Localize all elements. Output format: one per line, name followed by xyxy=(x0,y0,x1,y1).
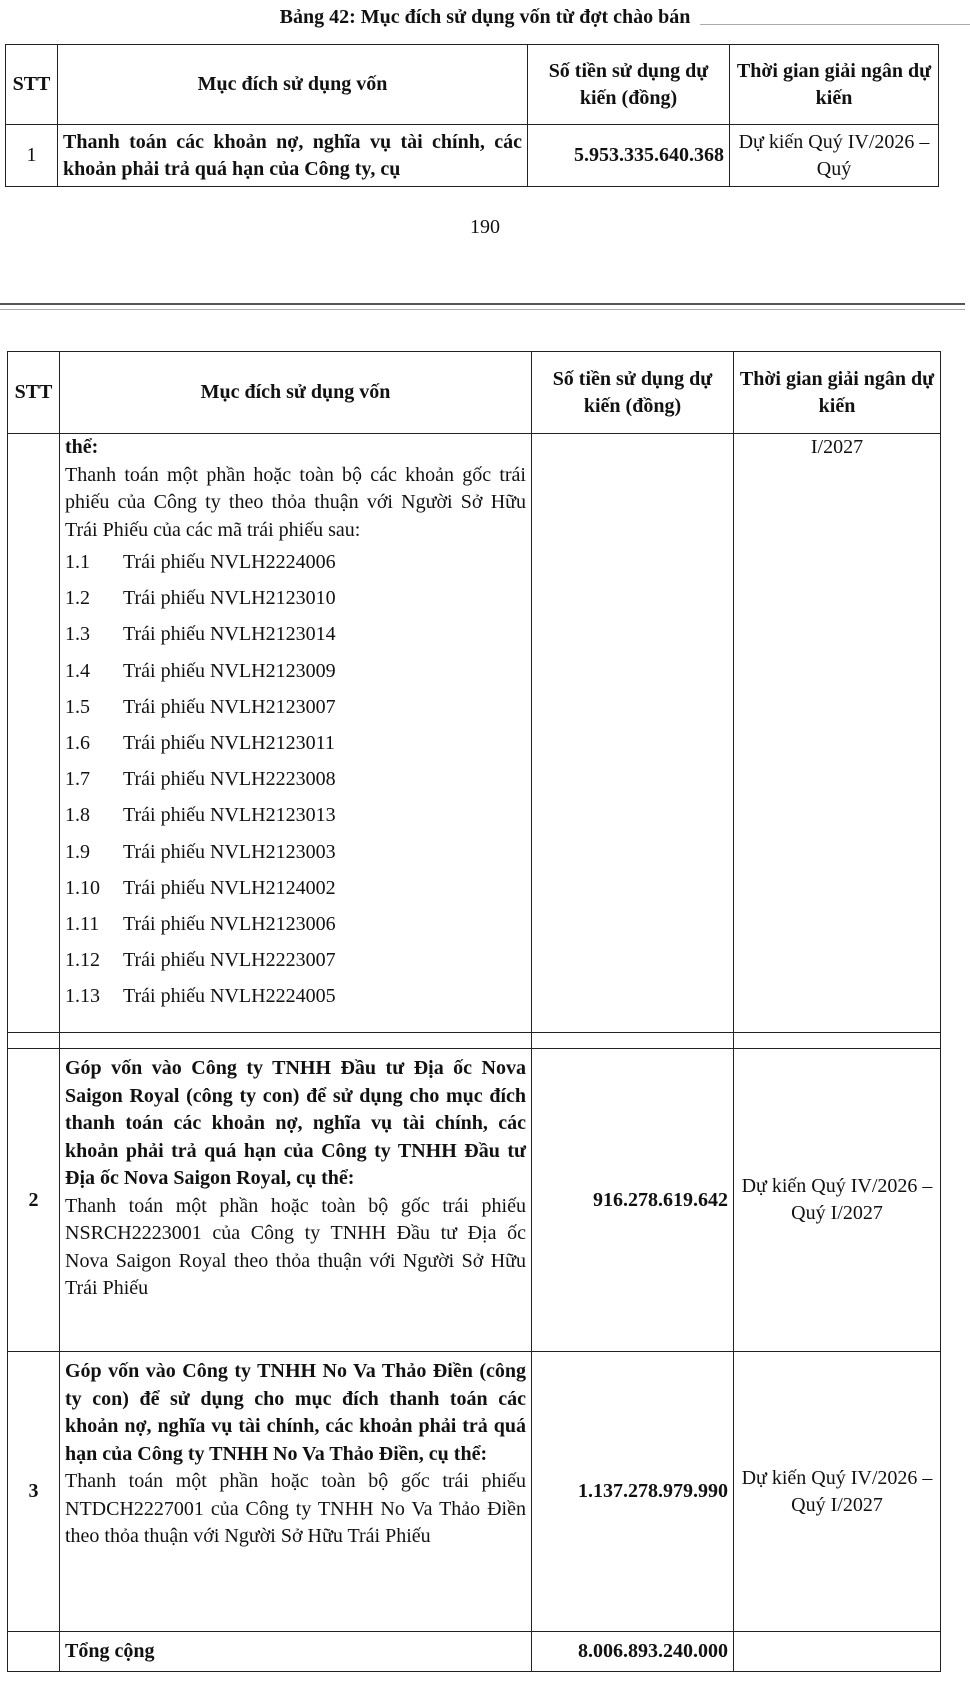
page-gap-row xyxy=(8,1033,941,1049)
row2-purpose-text: Thanh toán một phần hoặc toàn bộ gốc trái phiếu NSRCH2223001 của Công ty TNHH Đầu tư Địa ốc Nova Saigon Royal theo thỏa thuận với Người Sở Hữu Trái Phiếu xyxy=(65,1194,526,1299)
row3-amount: 1.137.278.979.990 xyxy=(532,1352,734,1632)
table-row xyxy=(8,1352,941,1632)
row3-stt: 3 xyxy=(8,1352,60,1632)
bond-item xyxy=(65,544,526,580)
header-purpose: Mục đích sử dụng vốn xyxy=(60,352,532,434)
row3-purpose xyxy=(60,1352,532,1632)
bond-name: Trái phiếu NVLH2123006 xyxy=(123,913,336,936)
row3-purpose-bold: Góp vốn vào Công ty TNHH No Va Thảo Điền (công ty con) để sử dụng cho mục đích thanh toán các khoản nợ, nghĩa vụ tài chính, các khoản phải trả quá hạn của Công ty TNHH No Va Thảo Điền, cụ thể: xyxy=(65,1360,526,1465)
total-stt xyxy=(8,1632,60,1672)
bond-item xyxy=(65,870,526,906)
header-purpose: Mục đích sử dụng vốn xyxy=(58,45,528,125)
row1-amount-cont xyxy=(532,434,734,1033)
row1-stt: 1 xyxy=(6,125,58,187)
header-stt: STT xyxy=(8,352,60,434)
bond-number: 1.1 xyxy=(65,551,90,573)
table-row xyxy=(8,1049,941,1352)
total-amount: 8.006.893.240.000 xyxy=(532,1632,734,1672)
row3-timing: Dự kiến Quý IV/2026 – Quý I/2027 xyxy=(734,1352,941,1632)
bond-item xyxy=(65,725,526,761)
bond-number: 1.3 xyxy=(65,623,90,646)
bond-name: Trái phiếu NVLH2123014 xyxy=(123,623,336,646)
total-timing xyxy=(734,1632,941,1672)
page-break-rule-inner xyxy=(0,309,965,310)
bond-name: Trái phiếu NVLH2123007 xyxy=(123,695,336,718)
bond-name: Trái phiếu NVLH2224006 xyxy=(123,551,336,573)
bond-name: Trái phiếu NVLH2223007 xyxy=(123,949,336,972)
row1-purpose-text: Thanh toán một phần hoặc toàn bộ các khoản gốc trái phiếu của Công ty theo thỏa thuận với Người Sở Hữu Trái Phiếu của các mã trái phiếu sau: xyxy=(65,463,526,541)
bond-item xyxy=(65,616,526,652)
row2-amount: 916.278.619.642 xyxy=(532,1049,734,1352)
bond-item xyxy=(65,942,526,978)
bond-name: Trái phiếu NVLH2124002 xyxy=(123,876,336,899)
bond-number: 1.9 xyxy=(65,840,90,863)
bond-number: 1.5 xyxy=(65,695,90,718)
bond-number: 1.8 xyxy=(65,804,90,827)
row3-purpose-text: Thanh toán một phần hoặc toàn bộ gốc trái phiếu NTDCH2227001 của Công ty TNHH No Va Thảo Điền theo thỏa thuận với Người Sở Hữu Trái Phiếu xyxy=(65,1470,526,1547)
bond-item xyxy=(65,580,526,616)
header-amount: Số tiền sử dụng dự kiến (đồng) xyxy=(532,352,734,434)
total-row xyxy=(8,1632,941,1672)
bond-item xyxy=(65,906,526,942)
header-timing: Thời gian giải ngân dự kiến xyxy=(730,45,939,125)
page-break-rule xyxy=(0,303,965,305)
row2-stt: 2 xyxy=(8,1049,60,1352)
bond-number: 1.6 xyxy=(65,732,90,755)
caption-rule xyxy=(700,24,970,25)
total-label: Tổng cộng xyxy=(60,1632,532,1672)
row1-purpose-part2: thể: xyxy=(65,436,99,458)
bond-name: Trái phiếu NVLH2123013 xyxy=(123,804,336,827)
bond-number: 1.2 xyxy=(65,587,90,610)
page-number: 190 xyxy=(470,216,500,238)
bond-item xyxy=(65,761,526,797)
table-row xyxy=(8,434,941,1033)
bond-list xyxy=(65,544,526,1015)
bond-item xyxy=(65,797,526,833)
bond-number: 1.10 xyxy=(65,876,100,899)
bond-item xyxy=(65,834,526,870)
table-row xyxy=(6,125,939,187)
row1-stt-cont xyxy=(8,434,60,1033)
bond-number: 1.11 xyxy=(65,913,100,936)
bond-item xyxy=(65,689,526,725)
header-row xyxy=(6,45,939,125)
row2-purpose xyxy=(60,1049,532,1352)
bond-name: Trái phiếu NVLH2123011 xyxy=(123,732,335,755)
bond-name: Trái phiếu NVLH2224005 xyxy=(123,985,336,1008)
bond-name: Trái phiếu NVLH2123009 xyxy=(123,659,336,682)
row1-purpose-part1: Thanh toán các khoản nợ, nghĩa vụ tài chính, các khoản phải trả quá hạn của Công ty, cụ xyxy=(58,125,528,187)
bond-item xyxy=(65,978,526,1014)
row2-purpose-bold: Góp vốn vào Công ty TNHH Đầu tư Địa ốc Nova Saigon Royal (công ty con) để sử dụng cho mục đích thanh toán các khoản nợ, nghĩa vụ tài chính, các khoản phải trả quá hạn của Công ty TNHH Đầu tư Địa ốc Nova Saigon Royal, cụ thể: xyxy=(65,1057,526,1189)
bond-name: Trái phiếu NVLH2223008 xyxy=(123,768,336,791)
bond-item xyxy=(65,653,526,689)
header-timing: Thời gian giải ngân dự kiến xyxy=(734,352,941,434)
bond-name: Trái phiếu NVLH2123003 xyxy=(123,840,336,863)
row2-timing: Dự kiến Quý IV/2026 – Quý I/2027 xyxy=(734,1049,941,1352)
table-continued xyxy=(7,351,941,1672)
row1-purpose-cont xyxy=(60,434,532,1033)
bond-number: 1.13 xyxy=(65,985,100,1008)
bond-name: Trái phiếu NVLH2123010 xyxy=(123,587,336,610)
header-stt: STT xyxy=(6,45,58,125)
bond-number: 1.7 xyxy=(65,768,90,791)
row1-timing-part2: I/2027 xyxy=(734,434,941,1033)
row1-amount: 5.953.335.640.368 xyxy=(528,125,730,187)
bond-number: 1.4 xyxy=(65,659,90,682)
row1-timing-part1: Dự kiến Quý IV/2026 – Quý xyxy=(730,125,939,187)
header-amount: Số tiền sử dụng dự kiến (đồng) xyxy=(528,45,730,125)
table-caption: Bảng 42: Mục đích sử dụng vốn từ đợt chào bán xyxy=(279,6,691,28)
bond-number: 1.12 xyxy=(65,949,100,972)
header-row xyxy=(8,352,941,434)
table-top-fragment xyxy=(5,44,939,187)
